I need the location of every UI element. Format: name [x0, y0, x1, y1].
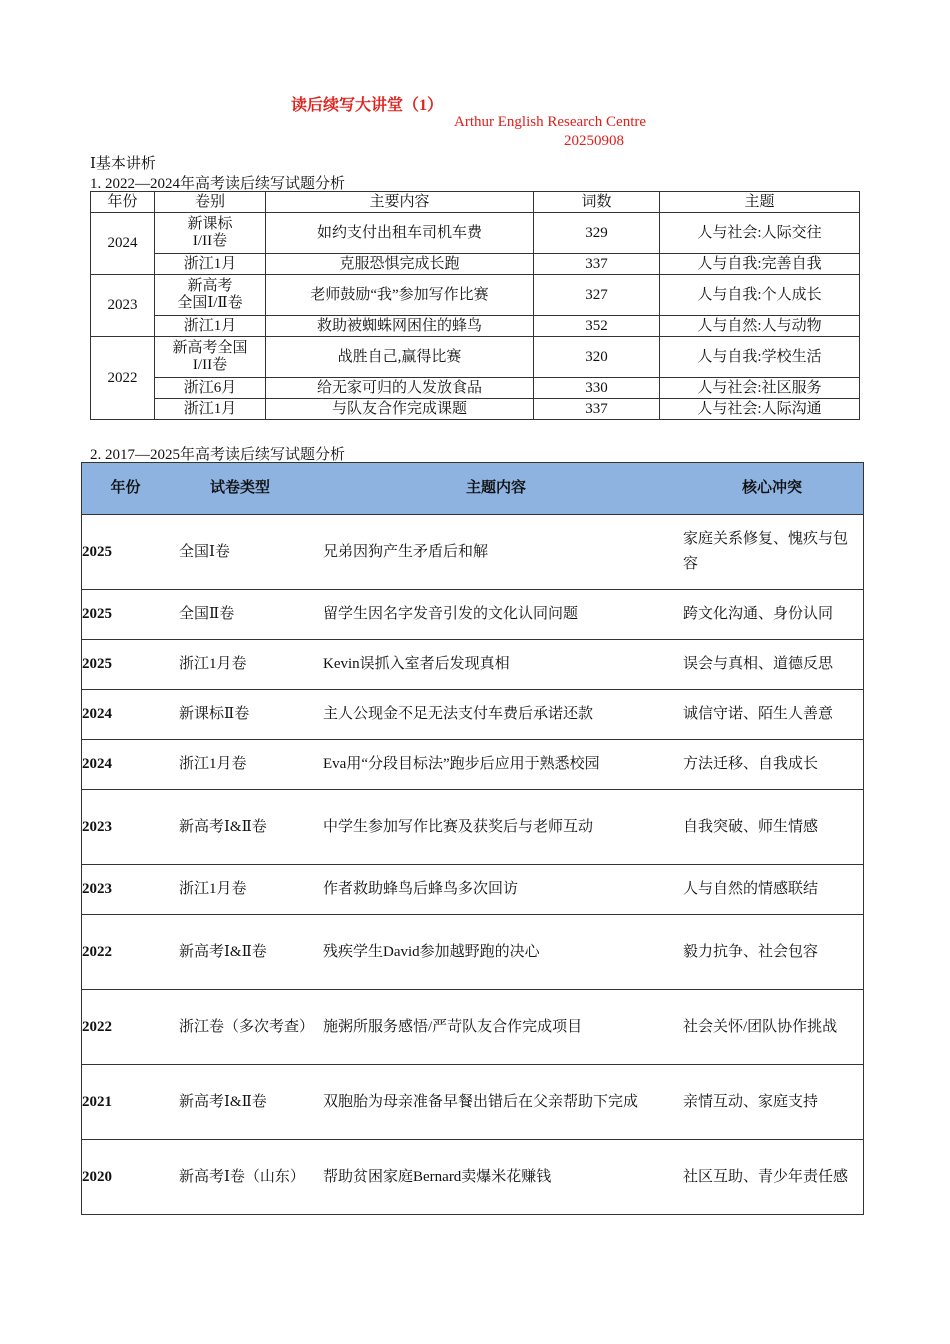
- theme-content-cell: 留学生因名字发音引发的文化认同问题: [311, 590, 681, 640]
- table-row: [91, 316, 860, 337]
- table-row: [91, 213, 860, 254]
- table-row: [82, 790, 864, 865]
- theme-content-cell: Eva用“分段目标法”跑步后应用于熟悉校园: [311, 740, 681, 790]
- year-cell: 2022: [82, 990, 170, 1065]
- header-theme-content: 主题内容: [311, 463, 681, 515]
- core-conflict-cell: 家庭关系修复、愧疚与包容: [681, 515, 864, 590]
- year-cell: 2025: [82, 515, 170, 590]
- document-date: 20250908: [564, 133, 624, 149]
- content-cell: 给无家可归的人发放食品: [266, 378, 534, 399]
- year-cell: 2025: [82, 640, 170, 690]
- exam-analysis-table-2017-2025: [81, 462, 864, 1215]
- core-conflict-cell: 社会关怀/团队协作挑战: [681, 990, 864, 1065]
- content-cell: 战胜自己,赢得比赛: [266, 337, 534, 378]
- subsection-heading-2: 2. 2017—2025年高考读后续写试题分析: [90, 447, 346, 463]
- theme-cell: 人与自我:个人成长: [660, 275, 860, 316]
- theme-cell: 人与自我:完善自我: [660, 254, 860, 275]
- content-cell: 与队友合作完成课题: [266, 399, 534, 420]
- subsection-heading-1: 1. 2022—2024年高考读后续写试题分析: [90, 176, 346, 192]
- table-row: [82, 1065, 864, 1140]
- content-cell: 克服恐惧完成长跑: [266, 254, 534, 275]
- words-cell: 337: [534, 254, 660, 275]
- table-row: [82, 915, 864, 990]
- year-cell: 2023: [82, 865, 170, 915]
- core-conflict-cell: 误会与真相、道德反思: [681, 640, 864, 690]
- paper-type-cell: 新高考Ⅰ卷（山东）: [169, 1140, 311, 1215]
- exam-analysis-table-2022-2024: [90, 191, 860, 420]
- table-row: [91, 378, 860, 399]
- table-row: [82, 515, 864, 590]
- table-row: [91, 254, 860, 275]
- paper-type-cell: 新高考Ⅰ&Ⅱ卷: [169, 915, 311, 990]
- year-cell: 2020: [82, 1140, 170, 1215]
- year-cell: 2023: [91, 275, 155, 337]
- paper-cell: 浙江6月: [155, 378, 266, 399]
- paper-cell: 浙江1月: [155, 399, 266, 420]
- header-year: 年份: [82, 463, 170, 515]
- header-core-conflict: 核心冲突: [681, 463, 864, 515]
- year-cell: 2022: [82, 915, 170, 990]
- paper-type-cell: 新高考Ⅰ&Ⅱ卷: [169, 790, 311, 865]
- paper-type-cell: 浙江1月卷: [169, 640, 311, 690]
- theme-content-cell: 主人公现金不足无法支付车费后承诺还款: [311, 690, 681, 740]
- table-row: [91, 275, 860, 316]
- content-cell: 救助被蜘蛛网困住的蜂鸟: [266, 316, 534, 337]
- year-cell: 2025: [82, 590, 170, 640]
- header-paper: 卷别: [155, 192, 266, 213]
- core-conflict-cell: 毅力抗争、社会包容: [681, 915, 864, 990]
- year-cell: 2024: [82, 690, 170, 740]
- paper-type-cell: 浙江1月卷: [169, 865, 311, 915]
- table-row: [82, 1140, 864, 1215]
- theme-content-cell: 残疾学生David参加越野跑的决心: [311, 915, 681, 990]
- table-row: [82, 690, 864, 740]
- theme-content-cell: 作者救助蜂鸟后蜂鸟多次回访: [311, 865, 681, 915]
- core-conflict-cell: 亲情互动、家庭支持: [681, 1065, 864, 1140]
- core-conflict-cell: 跨文化沟通、身份认同: [681, 590, 864, 640]
- paper-cell: 浙江1月: [155, 254, 266, 275]
- words-cell: 352: [534, 316, 660, 337]
- year-cell: 2024: [91, 213, 155, 275]
- core-conflict-cell: 社区互助、青少年责任感: [681, 1140, 864, 1215]
- theme-content-cell: 中学生参加写作比赛及获奖后与老师互动: [311, 790, 681, 865]
- theme-cell: 人与自我:学校生活: [660, 337, 860, 378]
- header-words: 词数: [534, 192, 660, 213]
- year-cell: 2021: [82, 1065, 170, 1140]
- theme-cell: 人与社会:人际交往: [660, 213, 860, 254]
- table-row: [82, 865, 864, 915]
- theme-content-cell: 帮助贫困家庭Bernard卖爆米花赚钱: [311, 1140, 681, 1215]
- words-cell: 330: [534, 378, 660, 399]
- table-header-row: [91, 192, 860, 213]
- header-theme: 主题: [660, 192, 860, 213]
- paper-type-cell: 全国Ⅰ卷: [169, 515, 311, 590]
- table-row: [91, 399, 860, 420]
- table-row: [91, 337, 860, 378]
- theme-cell: 人与社会:社区服务: [660, 378, 860, 399]
- words-cell: 320: [534, 337, 660, 378]
- theme-content-cell: Kevin误抓入室者后发现真相: [311, 640, 681, 690]
- words-cell: 327: [534, 275, 660, 316]
- theme-cell: 人与社会:人际沟通: [660, 399, 860, 420]
- table-row: [82, 640, 864, 690]
- section-heading: Ⅰ基本讲析: [90, 156, 156, 172]
- words-cell: 329: [534, 213, 660, 254]
- table-row: [82, 740, 864, 790]
- paper-type-cell: 新高考Ⅰ&Ⅱ卷: [169, 1065, 311, 1140]
- year-cell: 2023: [82, 790, 170, 865]
- content-cell: 如约支付出租车司机车费: [266, 213, 534, 254]
- table-row: [82, 990, 864, 1065]
- header-paper-type: 试卷类型: [169, 463, 311, 515]
- paper-type-cell: 全国Ⅱ卷: [169, 590, 311, 640]
- paper-cell: 新高考全国 I/II卷: [155, 337, 266, 378]
- content-cell: 老师鼓励“我”参加写作比赛: [266, 275, 534, 316]
- page-title: 读后续写大讲堂（1）: [291, 97, 444, 114]
- header-year: 年份: [91, 192, 155, 213]
- header-content: 主要内容: [266, 192, 534, 213]
- theme-content-cell: 兄弟因狗产生矛盾后和解: [311, 515, 681, 590]
- table-row: [82, 590, 864, 640]
- theme-cell: 人与自然:人与动物: [660, 316, 860, 337]
- organization-name: Arthur English Research Centre: [454, 114, 647, 130]
- paper-cell: 新高考 全国Ⅰ/Ⅱ卷: [155, 275, 266, 316]
- paper-type-cell: 浙江卷（多次考查）: [169, 990, 311, 1065]
- core-conflict-cell: 自我突破、师生情感: [681, 790, 864, 865]
- paper-cell: 浙江1月: [155, 316, 266, 337]
- core-conflict-cell: 诚信守诺、陌生人善意: [681, 690, 864, 740]
- theme-content-cell: 双胞胎为母亲准备早餐出错后在父亲帮助下完成: [311, 1065, 681, 1140]
- paper-type-cell: 浙江1月卷: [169, 740, 311, 790]
- words-cell: 337: [534, 399, 660, 420]
- year-cell: 2022: [91, 337, 155, 420]
- table-header-row: [82, 463, 864, 515]
- core-conflict-cell: 方法迁移、自我成长: [681, 740, 864, 790]
- theme-content-cell: 施粥所服务感悟/严苛队友合作完成项目: [311, 990, 681, 1065]
- paper-cell: 新课标 I/II卷: [155, 213, 266, 254]
- year-cell: 2024: [82, 740, 170, 790]
- core-conflict-cell: 人与自然的情感联结: [681, 865, 864, 915]
- paper-type-cell: 新课标Ⅱ卷: [169, 690, 311, 740]
